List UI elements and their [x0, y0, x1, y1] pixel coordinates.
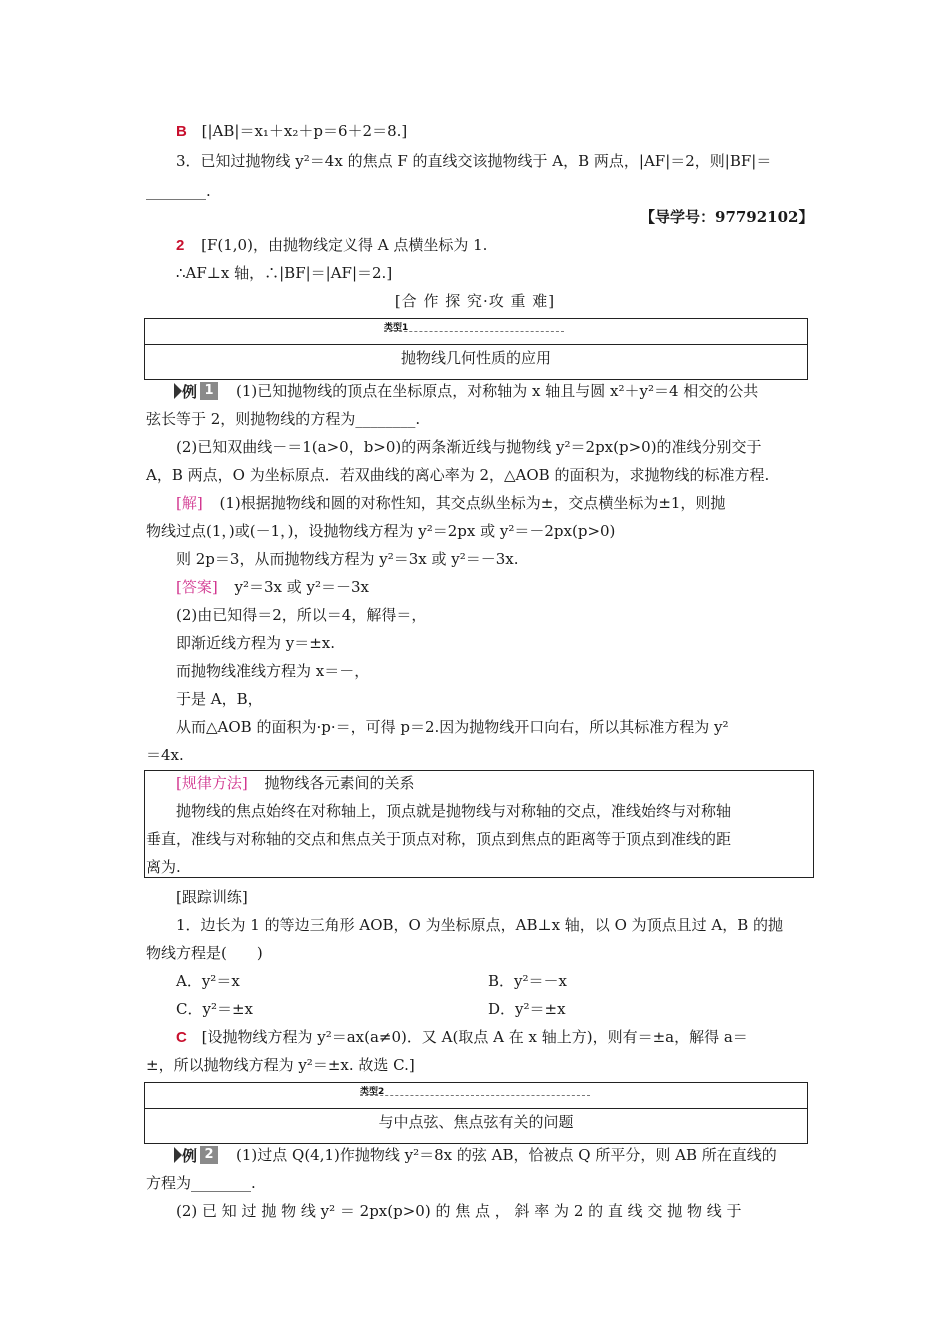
solution2-line3: 而抛物线准线方程为 x＝－， [176, 662, 370, 680]
solution2-line6: ＝4x. [146, 746, 184, 764]
training-1-line2: 物线方程是( ) [146, 944, 263, 962]
example-word: 例 [182, 383, 198, 401]
triangle-marker-icon [174, 383, 182, 399]
example-word: 例 [182, 1147, 198, 1165]
q3-answer [176, 234, 487, 257]
answer-letter: C [176, 1029, 187, 1046]
example-1-part2-line1: (2)已知双曲线－＝1(a>0，b>0)的两条渐近线与抛物线 y²＝2px(p>0)的准线分别交于 [176, 438, 762, 456]
type2-title: 与中点弦、焦点弦有关的问题 [378, 1113, 574, 1131]
type2-tag: 类型2 [360, 1087, 385, 1097]
rule-line1: 抛物线的焦点始终在对称轴上，顶点就是抛物线与对称轴的交点，准线始终与对称轴 [176, 802, 732, 820]
rule-heading [176, 772, 415, 794]
example-2-part2-line1: (2) 已 知 过 抛 物 线 y² ＝ 2px(p>0) 的 焦 点 ， 斜 率 为 2 的 直 线 交 抛 物 线 于 [176, 1202, 742, 1220]
answer-text: [设抛物线方程为 y²＝ax(a≠0)．又 A(取点 A 在 x 轴上方)，则有＝±a，解得 a＝ [201, 1028, 748, 1046]
type1-title: 抛物线几何性质的应用 [400, 349, 551, 367]
example-1-part1-line2: 弦长等于 2，则抛物线的方程为________. [146, 410, 421, 428]
type2-tag-underline [360, 1095, 590, 1096]
solution-line3: 则 2p＝3，从而抛物线方程为 y²＝3x 或 y²＝－3x. [176, 550, 519, 568]
answer-line [176, 576, 369, 598]
example-1-badge [174, 381, 224, 401]
question-3-blank: ________. [146, 182, 211, 200]
type1-tag-underline [384, 331, 564, 332]
solution2-line4: 于是 A，B， [176, 690, 263, 708]
solution-line1 [176, 492, 725, 514]
option-d: D．y²＝±x [488, 1000, 566, 1018]
rule-label: [规律方法] [176, 774, 248, 792]
type1-tag: 类型1 [384, 323, 409, 333]
solution-text: (1)根据抛物线和圆的对称性知，其交点纵坐标为±，交点横坐标为±1，则抛 [219, 494, 726, 512]
example-2-part1-line1: (1)过点 Q(4,1)作抛物线 y²＝8x 的弦 AB，恰被点 Q 所平分，则 AB 所在直线的 [236, 1146, 777, 1164]
solution-label: [解] [176, 494, 203, 512]
answer-text: [F(1,0)，由抛物线定义得 A 点横坐标为 1. [201, 236, 488, 254]
training-1-answer [176, 1026, 748, 1049]
example-2-part1-line2: 方程为________. [146, 1174, 256, 1192]
solution-line2: 物线过点(1，)或(－1，)，设抛物线方程为 y²＝2px 或 y²＝－2px(p>0) [146, 522, 616, 540]
answer-text: y²＝3x 或 y²＝－3x [234, 578, 370, 596]
training-1-answer-line2: ±，所以抛物线方程为 y²＝±x. 故选 C.] [146, 1056, 415, 1074]
guide-number: 【导学号：97792102】 [640, 208, 814, 226]
option-a: A．y²＝x [176, 972, 240, 990]
triangle-marker-icon [174, 1147, 182, 1163]
example-number: 2 [200, 1146, 218, 1164]
solution2-line1: (2)由已知得＝2，所以＝4，解得＝， [176, 606, 427, 624]
answer-label: [答案] [176, 578, 218, 596]
section-heading: [合 作 探 究·攻 重 难] [394, 292, 556, 310]
rule-line2: 垂直，准线与对称轴的交点和焦点关于顶点对称，顶点到焦点的距离等于顶点到准线的距 [146, 830, 732, 848]
training-1-line1: 1．边长为 1 的等边三角形 AOB，O 为坐标原点，AB⊥x 轴，以 O 为顶点且过 A，B 的抛 [176, 916, 784, 934]
example-number: 1 [200, 382, 218, 400]
q2-answer [176, 120, 407, 143]
rule-line3: 离为. [146, 858, 181, 876]
answer-text: [|AB|＝x₁＋x₂＋p＝6＋2＝8.] [201, 122, 408, 140]
follow-heading: [跟踪训练] [176, 888, 248, 906]
question-3-line1: 3．已知过抛物线 y²＝4x 的焦点 F 的直线交该抛物线于 A，B 两点，|AF|＝2，则|BF|＝ [176, 152, 772, 170]
option-b: B．y²＝－x [488, 972, 567, 990]
rule-title: 抛物线各元素间的关系 [264, 774, 415, 792]
solution2-line2: 即渐近线方程为 y＝±x. [176, 634, 336, 652]
type1-divider [144, 344, 807, 345]
solution2-line5: 从而△AOB 的面积为·p·＝，可得 p＝2.因为抛物线开口向右，所以其标准方程为 y² [176, 718, 729, 736]
example-1-part2-line2: A，B 两点，O 为坐标原点．若双曲线的离心率为 2，△AOB 的面积为，求抛物线的标准方程. [146, 466, 770, 484]
type2-divider [144, 1108, 807, 1109]
option-c: C．y²＝±x [176, 1000, 253, 1018]
answer-letter: B [176, 123, 187, 140]
example-1-part1-line1: (1)已知抛物线的顶点在坐标原点，对称轴为 x 轴且与圆 x²＋y²＝4 相交的公共 [236, 382, 759, 400]
answer-number: 2 [176, 237, 185, 254]
q3-answer-line2: ∴AF⊥x 轴，∴|BF|＝|AF|＝2.] [176, 264, 393, 282]
example-2-badge [174, 1145, 224, 1165]
